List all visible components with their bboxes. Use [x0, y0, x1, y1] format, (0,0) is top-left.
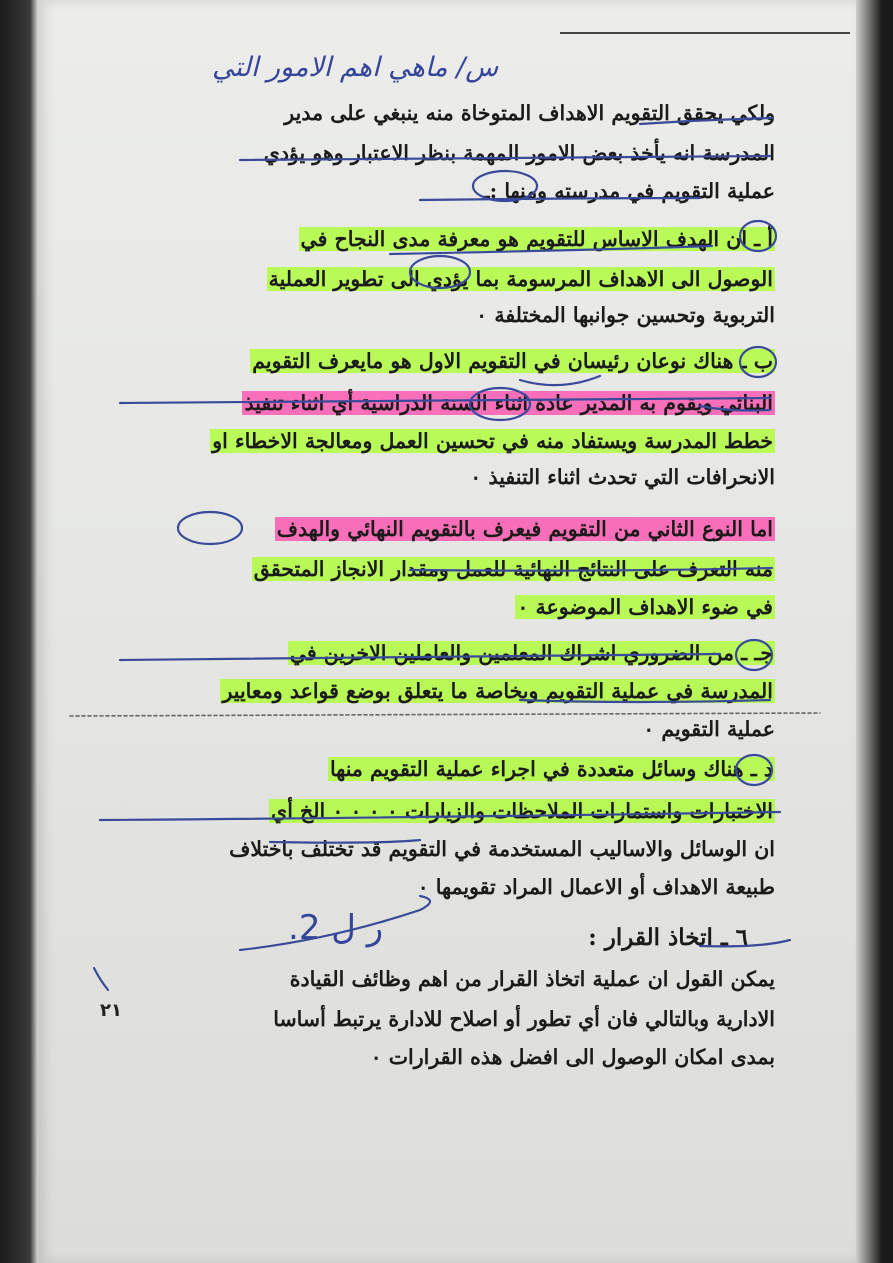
point-b2-line-3	[115, 590, 775, 624]
highlight-green	[328, 757, 775, 781]
point-b2-line-2-text: منه التعرف على النتائج النهائية للعمل ومقدار الانجاز المتحقق	[253, 557, 773, 581]
point-b-line-2-text: البنائي ويقوم به المدير عادة اثناء السنة الدراسية أي اثناء تنفيذ	[244, 391, 773, 415]
point-d-line-4: طبيعة الاهداف أو الاعمال المراد تقويمها ٠	[417, 875, 775, 899]
highlight-green	[250, 349, 775, 373]
point-b-line-1	[115, 344, 775, 378]
highlight-pink	[275, 517, 775, 541]
section-6-heading: ٦ ـ اتخاذ القرار :	[588, 924, 748, 951]
intro-line-1: ولكي يحقق التقويم الاهداف المتوخاة منه ينبغي على مدير	[284, 101, 775, 125]
point-c-line-1-text: جـ ـ من الضروري اشراك المعلمين والعاملين الاخرين في	[289, 641, 773, 665]
point-a-line-3: التربوية وتحسين جوانبها المختلفة ٠	[476, 303, 775, 327]
point-a-line-1-text: أ ـ ان الهدف الاساس للتقويم هو معرفة مدى النجاح في	[300, 227, 773, 251]
point-b-line-3	[115, 424, 775, 458]
point-d-line-1	[115, 752, 775, 786]
point-a-line-1	[115, 222, 775, 256]
intro-line-3: عملية التقويم في مدرسته ومنها :ـ	[483, 179, 775, 203]
section-6-line-1: يمكن القول ان عملية اتخاذ القرار من اهم وظائف القيادة	[289, 967, 775, 991]
highlight-green	[252, 557, 775, 581]
section-6-line-2: الادارية وبالتالي فان أي تطور أو اصلاح للادارة يرتبط أساسا	[273, 1007, 775, 1031]
top-rule	[560, 32, 850, 34]
point-c-line-2	[115, 674, 775, 708]
handwritten-signature: ر ل 2.	[288, 908, 384, 948]
intro-line-2: المدرسة انه يأخذ بعض الامور المهمة بنظر الاعتبار وهو يؤدي	[263, 141, 775, 165]
highlight-green	[269, 799, 775, 823]
page-number: ٢١	[100, 1000, 122, 1021]
highlight-green	[220, 679, 775, 703]
point-b-line-2	[115, 386, 775, 420]
highlight-green	[210, 429, 775, 453]
highlight-green	[299, 227, 775, 251]
point-c-line-3: عملية التقويم ٠	[643, 717, 775, 741]
page-edge-shadow	[856, 0, 893, 1263]
point-a-line-2	[115, 262, 775, 296]
point-b2-line-2	[115, 552, 775, 586]
point-d-line-3: ان الوسائل والاساليب المستخدمة في التقويم قد تختلف باختلاف	[229, 837, 775, 861]
point-d-line-2	[115, 794, 775, 828]
point-b-line-4: الانحرافات التي تحدث اثناء التنفيذ ٠	[470, 465, 775, 489]
highlight-pink	[242, 391, 775, 415]
highlight-green	[515, 595, 775, 619]
point-d-line-1-text: د ـ هناك وسائل متعددة في اجراء عملية التقويم منها	[330, 757, 773, 781]
point-d-line-2-text: الاختبارات واستمارات الملاحظات والزيارات ٠ ٠ ٠ ٠ الخ أي	[271, 799, 773, 823]
point-b2-line-3-text: في ضوء الاهداف الموضوعة ٠	[517, 595, 773, 619]
point-b2-line-1-text: اما النوع الثاني من التقويم فيعرف بالتقويم النهائي والهدف	[276, 517, 773, 541]
highlight-green	[288, 641, 775, 665]
point-b-line-3-text: خطط المدرسة ويستفاد منه في تحسين العمل ومعالجة الاخطاء او	[212, 429, 773, 453]
point-a-line-2-text: الوصول الى الاهداف المرسومة بما يؤدي الى تطوير العملية	[268, 267, 773, 291]
point-c-line-2-text: المدرسة في عملية التقويم وبخاصة ما يتعلق بوضع قواعد ومعايير	[222, 679, 773, 703]
handwritten-question: س/ ماهي اهم الامور التي	[212, 52, 499, 83]
section-6-line-3: بمدى امكان الوصول الى افضل هذه القرارات ٠	[370, 1045, 775, 1069]
highlight-green	[267, 267, 775, 291]
point-b-line-1-text: ب ـ هناك نوعان رئيسان في التقويم الاول هو مايعرف التقويم	[252, 349, 773, 373]
point-b2-line-1	[115, 512, 775, 546]
point-c-line-1	[115, 636, 775, 670]
